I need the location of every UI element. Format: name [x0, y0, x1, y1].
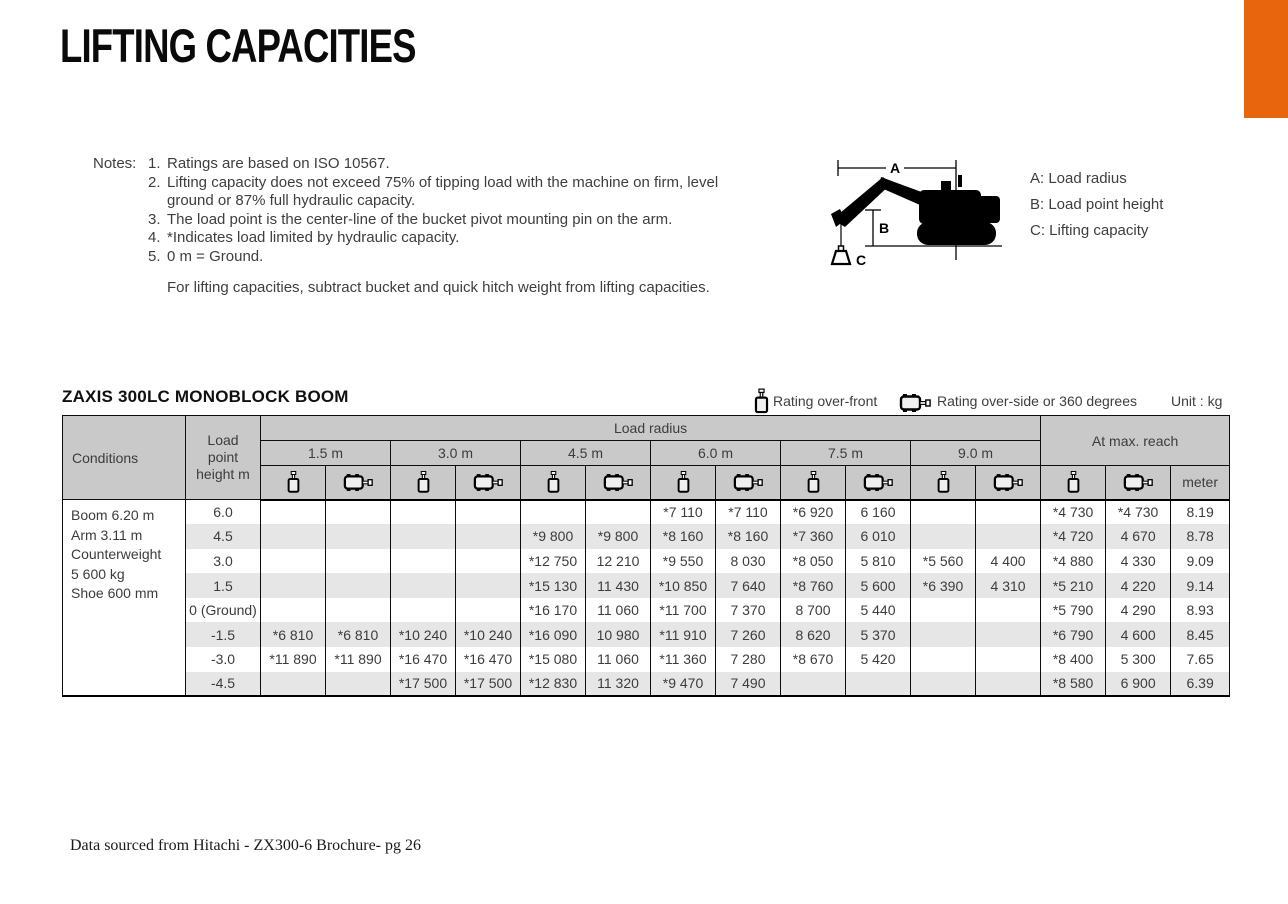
capacity-cell: *11 700 — [651, 598, 716, 623]
capacity-cell: *5 560 — [911, 549, 976, 574]
note-item — [148, 174, 727, 211]
rating-over-front-label: Rating over-front — [773, 393, 878, 409]
capacity-cell: *15 080 — [521, 647, 586, 672]
rating-over-front-icon — [781, 466, 846, 500]
capacity-cell: 5 600 — [846, 573, 911, 598]
rating-over-side-icon — [326, 466, 391, 500]
note-number: 4. — [148, 229, 161, 246]
table-row — [63, 549, 1230, 574]
diagram-label-a: A — [889, 160, 901, 176]
rating-over-front-icon — [911, 466, 976, 500]
capacity-cell: 8 620 — [781, 622, 846, 647]
capacity-cell: 4 600 — [1106, 622, 1171, 647]
capacity-cell: *17 500 — [391, 672, 456, 697]
capacity-cell: 5 420 — [846, 647, 911, 672]
rating-over-front-icon — [521, 466, 586, 500]
capacity-cell — [911, 500, 976, 525]
rating-over-side-icon — [976, 466, 1041, 500]
header-load-radius: Load radius — [261, 416, 1041, 441]
capacity-cell: 12 210 — [586, 549, 651, 574]
table-row — [63, 500, 1230, 525]
capacity-cell: 7 280 — [716, 647, 781, 672]
unit-label: Unit : kg — [1171, 393, 1223, 409]
capacity-cell: 7 260 — [716, 622, 781, 647]
rating-over-side-icon — [456, 466, 521, 500]
meter-cell: 8.78 — [1171, 524, 1230, 549]
capacity-cell: *10 240 — [391, 622, 456, 647]
capacity-cell — [846, 672, 911, 697]
header-radius: 9.0 m — [911, 441, 1041, 466]
load-height-cell: 4.5 — [186, 524, 261, 549]
capacity-cell — [521, 500, 586, 525]
meter-cell: 7.65 — [1171, 647, 1230, 672]
capacity-cell: 5 370 — [846, 622, 911, 647]
capacity-cell — [456, 598, 521, 623]
capacity-cell: 11 430 — [586, 573, 651, 598]
capacity-cell: 5 440 — [846, 598, 911, 623]
capacity-cell — [456, 500, 521, 525]
meter-cell: 9.14 — [1171, 573, 1230, 598]
diagram-label-b: B — [879, 220, 890, 236]
capacity-cell — [261, 598, 326, 623]
table-row — [63, 598, 1230, 623]
capacity-cell — [976, 622, 1041, 647]
note-text: Ratings are based on ISO 10567. — [167, 155, 390, 172]
rating-over-front-icon — [753, 388, 770, 417]
header-conditions: Conditions — [63, 416, 186, 500]
capacity-cell: *4 880 — [1041, 549, 1106, 574]
note-item — [148, 248, 727, 267]
capacity-cell — [261, 672, 326, 697]
capacity-cell: *4 720 — [1041, 524, 1106, 549]
capacity-cell — [911, 672, 976, 697]
capacity-cell: 11 060 — [586, 647, 651, 672]
note-number: 3. — [148, 210, 161, 228]
rating-over-front-icon — [1041, 466, 1106, 500]
condition-line: 5 600 kg — [71, 565, 125, 582]
meter-cell: 8.45 — [1171, 622, 1230, 647]
condition-line: Counterweight — [71, 546, 162, 563]
capacity-cell — [976, 500, 1041, 525]
capacity-cell: 8 030 — [716, 549, 781, 574]
capacity-cell — [976, 598, 1041, 623]
header-radius: 1.5 m — [261, 441, 391, 466]
rating-over-side-icon — [846, 466, 911, 500]
header-at-max-reach: At max. reach — [1041, 416, 1230, 466]
note-text: 0 m = Ground. — [167, 247, 264, 265]
capacity-cell: 7 370 — [716, 598, 781, 623]
capacity-cell — [456, 524, 521, 549]
condition-line: Shoe 600 mm — [71, 585, 159, 602]
load-height-cell: 3.0 — [186, 549, 261, 574]
capacity-cell — [391, 598, 456, 623]
diagram-legend — [1030, 166, 1163, 244]
capacity-cell: 4 220 — [1106, 573, 1171, 598]
capacity-cell: *11 890 — [326, 647, 391, 672]
capacity-cell: 6 900 — [1106, 672, 1171, 697]
capacity-cell: *6 920 — [781, 500, 846, 525]
capacity-cell: *6 810 — [261, 622, 326, 647]
capacity-cell: 4 400 — [976, 549, 1041, 574]
capacity-cell: *8 400 — [1041, 647, 1106, 672]
source-attribution: Data sourced from Hitachi - ZX300-6 Brochure- pg 26 — [70, 837, 421, 854]
capacity-cell — [911, 598, 976, 623]
capacity-cell — [261, 524, 326, 549]
capacity-cell: *8 760 — [781, 573, 846, 598]
capacity-cell: 6 010 — [846, 524, 911, 549]
rating-over-side-label: Rating over-side or 360 degrees — [937, 393, 1138, 409]
capacity-cell: *5 790 — [1041, 598, 1106, 623]
notes-section — [93, 155, 727, 298]
rating-over-side-icon — [1106, 466, 1171, 500]
capacity-cell: *5 210 — [1041, 573, 1106, 598]
note-text: Lifting capacity does not exceed 75% of tipping load with the machine on firm, level ground or 87% full hydraulic capacity. — [167, 173, 719, 209]
condition-line: Arm 3.11 m — [71, 526, 143, 543]
capacity-cell — [326, 524, 391, 549]
meter-cell: 8.93 — [1171, 598, 1230, 623]
load-height-cell: -4.5 — [186, 672, 261, 697]
capacity-cell — [326, 598, 391, 623]
note-number: 2. — [148, 173, 161, 191]
capacity-cell: 11 060 — [586, 598, 651, 623]
capacity-cell — [391, 549, 456, 574]
conditions-cell — [63, 500, 186, 697]
capacity-cell: 5 810 — [846, 549, 911, 574]
capacity-cell — [326, 672, 391, 697]
capacity-cell: *8 160 — [716, 524, 781, 549]
note-item — [148, 211, 727, 230]
capacity-cell — [326, 573, 391, 598]
capacity-cell: *8 160 — [651, 524, 716, 549]
capacity-cell — [391, 500, 456, 525]
capacity-cell: *6 810 — [326, 622, 391, 647]
rating-over-side-icon — [716, 466, 781, 500]
load-height-cell: -1.5 — [186, 622, 261, 647]
note-text: The load point is the center-line of the bucket pivot mounting pin on the arm. — [167, 210, 673, 228]
note-item — [148, 229, 727, 248]
capacity-cell — [911, 647, 976, 672]
capacity-cell: 4 290 — [1106, 598, 1171, 623]
capacity-cell: *7 360 — [781, 524, 846, 549]
rating-over-front-icon — [651, 466, 716, 500]
capacity-cell: *9 550 — [651, 549, 716, 574]
capacity-cell: *16 470 — [456, 647, 521, 672]
capacity-cell — [391, 524, 456, 549]
capacity-cell — [391, 573, 456, 598]
load-height-cell: 6.0 — [186, 500, 261, 525]
note-number: 1. — [148, 155, 161, 172]
notes-footnote: For lifting capacities, subtract bucket and quick hitch weight from lifting capacities. — [167, 279, 710, 296]
capacity-cell: *9 800 — [586, 524, 651, 549]
capacity-cell: 5 300 — [1106, 647, 1171, 672]
load-height-cell: 1.5 — [186, 573, 261, 598]
header-radius: 7.5 m — [781, 441, 911, 466]
header-load-point-height: Load point height m — [186, 416, 261, 500]
rating-over-front-icon — [391, 466, 456, 500]
capacity-cell: 7 490 — [716, 672, 781, 697]
capacity-cell — [456, 549, 521, 574]
table-title: ZAXIS 300LC MONOBLOCK BOOM — [62, 387, 349, 406]
load-height-cell: -3.0 — [186, 647, 261, 672]
excavator-diagram — [823, 148, 1013, 270]
note-item — [148, 155, 727, 174]
capacity-cell: 4 330 — [1106, 549, 1171, 574]
capacity-cell — [911, 524, 976, 549]
accent-bar — [1244, 0, 1288, 118]
notes-list — [148, 155, 727, 298]
capacity-cell — [326, 500, 391, 525]
rating-over-side-icon — [899, 394, 931, 415]
capacity-cell: *17 500 — [456, 672, 521, 697]
table-row — [63, 573, 1230, 598]
legend-line-c: C: Lifting capacity — [1030, 222, 1149, 239]
capacity-cell — [976, 524, 1041, 549]
note-text: *Indicates load limited by hydraulic capacity. — [167, 229, 460, 246]
capacity-cell — [781, 672, 846, 697]
table-row — [63, 672, 1230, 697]
capacity-cell — [326, 549, 391, 574]
capacity-cell: *6 390 — [911, 573, 976, 598]
header-radius: 4.5 m — [521, 441, 651, 466]
capacity-cell: 8 700 — [781, 598, 846, 623]
capacity-cell: 11 320 — [586, 672, 651, 697]
capacity-cell: *4 730 — [1041, 500, 1106, 525]
capacity-cell: 4 670 — [1106, 524, 1171, 549]
capacity-cell — [911, 622, 976, 647]
capacity-cell: *12 750 — [521, 549, 586, 574]
header-meter: meter — [1171, 466, 1230, 500]
rating-over-side-icon — [586, 466, 651, 500]
capacity-cell — [261, 549, 326, 574]
capacity-cell: *8 050 — [781, 549, 846, 574]
capacity-cell: *11 360 — [651, 647, 716, 672]
capacity-cell: *12 830 — [521, 672, 586, 697]
capacity-cell: *7 110 — [716, 500, 781, 525]
lifting-capacity-table — [62, 415, 1230, 697]
diagram-label-c: C — [856, 252, 867, 268]
page-title: LIFTING CAPACITIES — [60, 20, 416, 73]
capacity-cell: *6 790 — [1041, 622, 1106, 647]
capacity-cell — [586, 500, 651, 525]
capacity-cell: *16 090 — [521, 622, 586, 647]
capacity-cell: *9 470 — [651, 672, 716, 697]
capacity-cell: *8 580 — [1041, 672, 1106, 697]
capacity-cell: 10 980 — [586, 622, 651, 647]
capacity-cell — [976, 672, 1041, 697]
table-row — [63, 622, 1230, 647]
capacity-cell: *16 170 — [521, 598, 586, 623]
table-row — [63, 524, 1230, 549]
capacity-cell: *4 730 — [1106, 500, 1171, 525]
capacity-cell: 4 310 — [976, 573, 1041, 598]
condition-line: Boom 6.20 m — [71, 507, 155, 523]
capacity-cell: *16 470 — [391, 647, 456, 672]
capacity-cell: *15 130 — [521, 573, 586, 598]
capacity-cell: *10 850 — [651, 573, 716, 598]
rating-over-front-icon — [261, 466, 326, 500]
capacity-cell: 7 640 — [716, 573, 781, 598]
meter-cell: 8.19 — [1171, 500, 1230, 525]
meter-cell: 9.09 — [1171, 549, 1230, 574]
table-row — [63, 647, 1230, 672]
legend-line-b: B: Load point height — [1030, 196, 1164, 213]
header-radius: 3.0 m — [391, 441, 521, 466]
capacity-cell: *11 910 — [651, 622, 716, 647]
capacity-cell: *8 670 — [781, 647, 846, 672]
capacity-cell — [456, 573, 521, 598]
capacity-cell — [976, 647, 1041, 672]
capacity-cell: *7 110 — [651, 500, 716, 525]
capacity-cell — [261, 573, 326, 598]
legend-line-a: A: Load radius — [1030, 170, 1127, 187]
notes-label: Notes: — [93, 155, 137, 172]
capacity-cell: 6 160 — [846, 500, 911, 525]
load-height-cell: 0 (Ground) — [186, 598, 261, 623]
meter-cell: 6.39 — [1171, 672, 1230, 697]
note-number: 5. — [148, 247, 161, 265]
capacity-cell — [261, 500, 326, 525]
header-radius: 6.0 m — [651, 441, 781, 466]
capacity-cell: *11 890 — [261, 647, 326, 672]
capacity-cell: *9 800 — [521, 524, 586, 549]
capacity-cell: *10 240 — [456, 622, 521, 647]
